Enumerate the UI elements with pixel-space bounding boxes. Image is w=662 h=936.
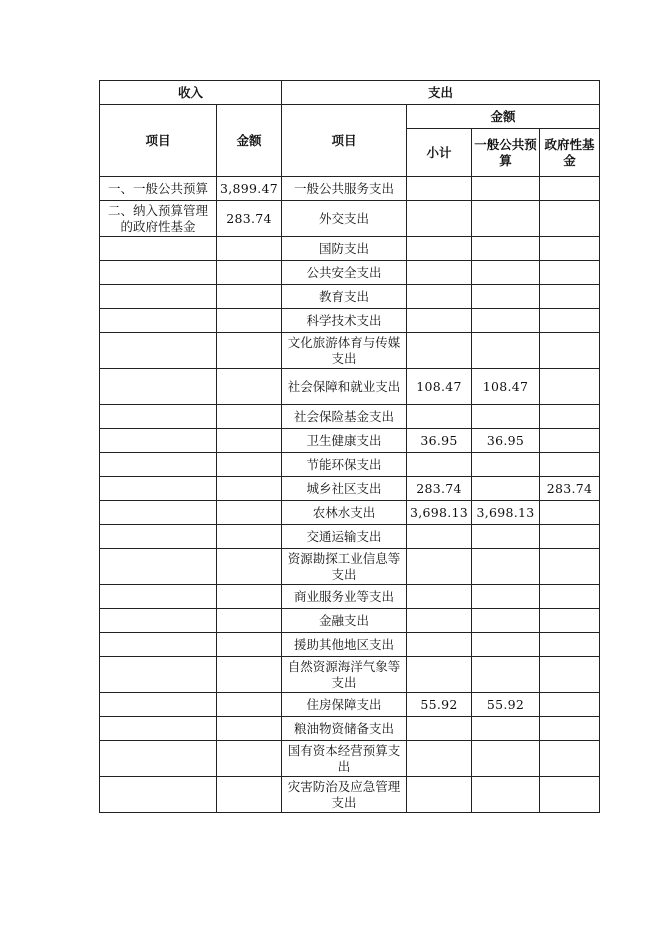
subtotal-cell [407,525,472,549]
subtotal-cell: 3,698.13 [407,501,472,525]
general-budget-cell [472,633,540,657]
expense-item-cell: 粮油物资储备支出 [282,717,407,741]
gov-fund-cell: 283.74 [540,477,600,501]
general-budget-cell [472,237,540,261]
gov-fund-cell [540,453,600,477]
expense-item-cell: 节能环保支出 [282,453,407,477]
expense-amount-header: 金额 [407,105,600,129]
general-budget-cell [472,477,540,501]
expense-item-cell: 教育支出 [282,285,407,309]
gov-fund-cell [540,777,600,813]
subtotal-cell [407,405,472,429]
expense-item-cell: 外交支出 [282,201,407,237]
gov-fund-cell [540,429,600,453]
table-row [100,369,600,405]
income-amount-cell: 283.74 [217,201,282,237]
subtotal-cell [407,285,472,309]
general-budget-cell [472,453,540,477]
table-row [100,201,600,237]
income-amount-cell [217,741,282,777]
table-row [100,309,600,333]
general-budget-cell: 36.95 [472,429,540,453]
income-amount-cell [217,369,282,405]
general-budget-cell [472,405,540,429]
subtotal-header: 小计 [407,129,472,177]
income-amount-cell [217,609,282,633]
subtotal-cell [407,609,472,633]
table-row [100,549,600,585]
income-item-cell [100,501,217,525]
table-row [100,693,600,717]
income-amount-cell [217,453,282,477]
subtotal-cell [407,201,472,237]
general-budget-cell: 108.47 [472,369,540,405]
income-item-cell [100,777,217,813]
income-item-header: 项目 [100,105,217,177]
income-item-cell: 二、纳入预算管理的政府性基金 [100,201,217,237]
income-amount-cell [217,693,282,717]
gov-fund-cell [540,693,600,717]
gov-fund-cell [540,717,600,741]
gov-fund-cell [540,333,600,369]
general-budget-cell [472,333,540,369]
general-budget-cell [472,717,540,741]
gov-fund-cell [540,201,600,237]
gov-fund-cell [540,369,600,405]
gov-fund-cell [540,237,600,261]
subtotal-cell [407,309,472,333]
subtotal-cell [407,177,472,201]
general-budget-cell [472,525,540,549]
budget-table [99,80,600,813]
table-row [100,525,600,549]
gov-fund-cell [540,549,600,585]
subtotal-cell: 55.92 [407,693,472,717]
gov-fund-cell [540,177,600,201]
header-row-2 [100,105,600,129]
income-item-cell [100,405,217,429]
income-amount-header: 金额 [217,105,282,177]
table-row [100,477,600,501]
income-amount-cell [217,717,282,741]
income-item-cell [100,309,217,333]
table-row [100,501,600,525]
subtotal-cell [407,453,472,477]
general-budget-cell [472,741,540,777]
gov-fund-cell [540,525,600,549]
general-budget-cell [472,261,540,285]
income-header: 收入 [100,81,282,105]
subtotal-cell [407,333,472,369]
expense-item-cell: 自然资源海洋气象等支出 [282,657,407,693]
income-amount-cell [217,333,282,369]
income-item-cell [100,657,217,693]
expense-item-cell: 国防支出 [282,237,407,261]
income-amount-cell [217,633,282,657]
subtotal-cell [407,261,472,285]
income-item-cell [100,585,217,609]
income-item-cell [100,549,217,585]
expense-item-cell: 灾害防治及应急管理支出 [282,777,407,813]
income-item-cell [100,429,217,453]
general-budget-cell [472,585,540,609]
gov-fund-cell [540,285,600,309]
income-item-cell [100,741,217,777]
table-row [100,717,600,741]
general-budget-cell [472,609,540,633]
income-amount-cell [217,549,282,585]
expense-item-cell: 社会保险基金支出 [282,405,407,429]
table-row [100,657,600,693]
table-row [100,585,600,609]
subtotal-cell: 36.95 [407,429,472,453]
expense-item-cell: 农林水支出 [282,501,407,525]
income-amount-cell: 3,899.47 [217,177,282,201]
expense-item-cell: 公共安全支出 [282,261,407,285]
general-budget-cell [472,309,540,333]
expense-header: 支出 [282,81,600,105]
subtotal-cell [407,549,472,585]
general-budget-cell [472,549,540,585]
income-amount-cell [217,405,282,429]
general-budget-cell: 55.92 [472,693,540,717]
income-item-cell: 一、一般公共预算 [100,177,217,201]
gov-fund-cell [540,309,600,333]
income-amount-cell [217,285,282,309]
income-amount-cell [217,501,282,525]
income-amount-cell [217,429,282,453]
expense-item-cell: 商业服务业等支出 [282,585,407,609]
table-row [100,777,600,813]
subtotal-cell: 108.47 [407,369,472,405]
table-row [100,261,600,285]
income-item-cell [100,261,217,285]
gov-fund-cell [540,633,600,657]
gov-fund-cell [540,741,600,777]
expense-item-cell: 援助其他地区支出 [282,633,407,657]
gov-fund-cell [540,585,600,609]
general-budget-cell [472,177,540,201]
general-budget-cell [472,285,540,309]
income-item-cell [100,453,217,477]
subtotal-cell [407,237,472,261]
expense-item-cell: 资源勘探工业信息等支出 [282,549,407,585]
expense-item-cell: 卫生健康支出 [282,429,407,453]
subtotal-cell [407,585,472,609]
table-row [100,405,600,429]
income-item-cell [100,525,217,549]
income-item-cell [100,333,217,369]
table-row [100,237,600,261]
subtotal-cell: 283.74 [407,477,472,501]
subtotal-cell [407,741,472,777]
expense-item-header: 项目 [282,105,407,177]
gov-fund-cell [540,501,600,525]
table-row [100,285,600,309]
subtotal-cell [407,657,472,693]
income-amount-cell [217,237,282,261]
expense-item-cell: 住房保障支出 [282,693,407,717]
general-budget-header: 一般公共预算 [472,129,540,177]
subtotal-cell [407,633,472,657]
income-amount-cell [217,585,282,609]
income-item-cell [100,717,217,741]
table-row [100,741,600,777]
income-item-cell [100,477,217,501]
general-budget-cell [472,657,540,693]
header-row-1 [100,81,600,105]
general-budget-cell [472,777,540,813]
income-item-cell [100,693,217,717]
subtotal-cell [407,777,472,813]
expense-item-cell: 金融支出 [282,609,407,633]
expense-item-cell: 科学技术支出 [282,309,407,333]
table-row [100,333,600,369]
gov-fund-cell [540,657,600,693]
income-amount-cell [217,525,282,549]
income-item-cell [100,237,217,261]
expense-item-cell: 社会保障和就业支出 [282,369,407,405]
income-amount-cell [217,777,282,813]
table-row [100,609,600,633]
income-amount-cell [217,477,282,501]
general-budget-cell: 3,698.13 [472,501,540,525]
table-row [100,453,600,477]
income-item-cell [100,369,217,405]
gov-fund-header: 政府性基金 [540,129,600,177]
expense-item-cell: 国有资本经营预算支出 [282,741,407,777]
income-item-cell [100,285,217,309]
gov-fund-cell [540,405,600,429]
income-amount-cell [217,657,282,693]
table-row [100,429,600,453]
table-row [100,177,600,201]
gov-fund-cell [540,261,600,285]
income-amount-cell [217,261,282,285]
expense-item-cell: 一般公共服务支出 [282,177,407,201]
gov-fund-cell [540,609,600,633]
general-budget-cell [472,201,540,237]
income-item-cell [100,609,217,633]
expense-item-cell: 交通运输支出 [282,525,407,549]
expense-item-cell: 城乡社区支出 [282,477,407,501]
expense-item-cell: 文化旅游体育与传媒支出 [282,333,407,369]
table-row [100,633,600,657]
table-body [100,177,600,813]
income-item-cell [100,633,217,657]
income-amount-cell [217,309,282,333]
subtotal-cell [407,717,472,741]
